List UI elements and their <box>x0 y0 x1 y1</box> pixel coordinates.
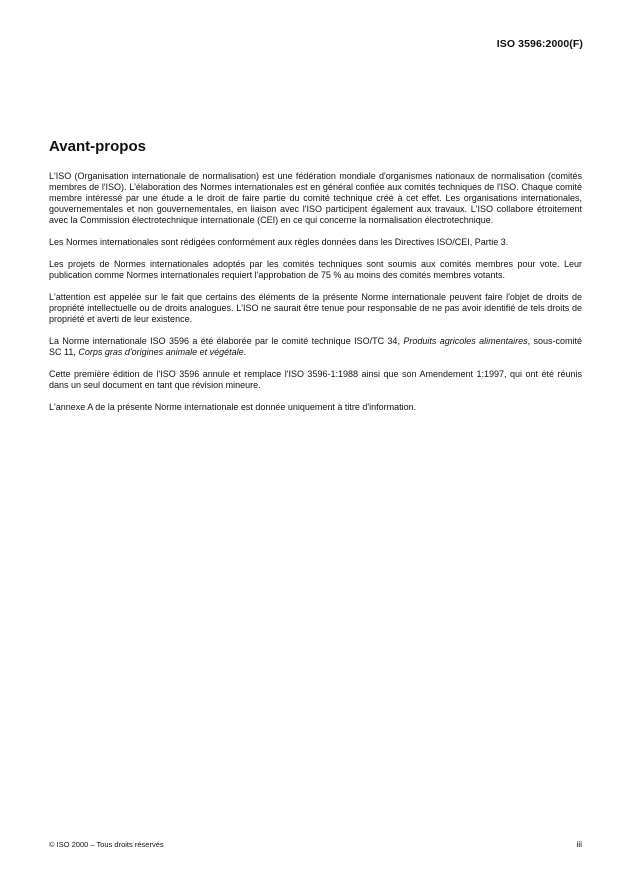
paragraph-directives: Les Normes internationales sont rédigées conformément aux règles données dans les Directives ISO/CEI, Partie 3. <box>49 237 509 247</box>
paragraph-iso-organisation: L'ISO (Organisation internationale de normalisation) est une fédération mondiale d'organismes nationaux de normalisation (comités membres de l'ISO). L'élaboration des Normes internationales est en général confiée aux comités techniques de l'ISO. Chaque comité membre intéressé par une étude a le droit de faire partie du comité technique créé à cet effet. Les organisations internationales, gouvernementales et non gouvernementales, en liaison avec l'ISO participent également aux travaux. L'ISO collabore étroitement avec la Commission électrotechnique internationale (CEI) en ce qui concerne la normalisation électrotechnique. <box>49 171 582 225</box>
footer-page-number: iii <box>576 839 582 849</box>
footer-copyright: © ISO 2000 – Tous droits réservés <box>49 840 164 849</box>
paragraph-committee <box>49 336 582 358</box>
paragraph-annex: L'annexe A de la présente Norme internationale est donnée uniquement à titre d'information. <box>49 402 417 412</box>
foreword-body <box>49 171 582 413</box>
committee-tc-title: Produits agricoles alimentaires <box>403 336 528 346</box>
paragraph-patent-rights: L'attention est appelée sur le fait que certains des éléments de la présente Norme internationale peuvent faire l'objet de droits de propriété intellectuelle ou de droits analogues. L'ISO ne saurait être tenue pour responsable de ne pas avoir identifié de tels droits de propriété et averti de leur existence. <box>49 292 582 324</box>
committee-text-2: , sous-comité SC 11, <box>49 336 582 357</box>
paragraph-edition: Cette première édition de l'ISO 3596 annule et remplace l'ISO 3596-1:1988 ainsi que son Amendement 1:1997, qui ont été réunis dans un seul document en tant que révision mineure. <box>49 369 582 390</box>
paragraph-voting: Les projets de Normes internationales adoptés par les comités techniques sont soumis aux comités membres pour vote. Leur publication comme Normes internationales requiert l'approbation de 75 % au moins des comités membres votants. <box>49 259 582 280</box>
committee-text-3: . <box>243 347 247 357</box>
page-title: Avant-propos <box>49 138 146 155</box>
document-identifier: ISO 3596:2000(F) <box>496 38 583 50</box>
committee-text-1: La Norme internationale ISO 3596 a été élaborée par le comité technique ISO/TC 34, <box>49 336 404 346</box>
committee-sc-title: Corps gras d'origines animale et végétale <box>78 347 244 357</box>
